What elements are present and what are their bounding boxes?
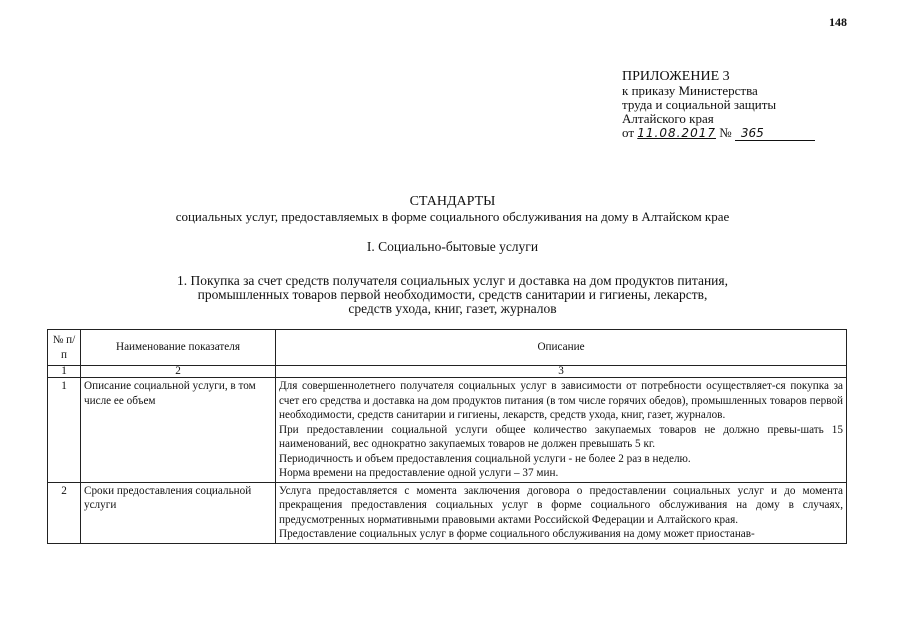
index-cell: 3 bbox=[276, 366, 847, 378]
table-index-row bbox=[48, 366, 847, 378]
appendix-line: к приказу Министерства bbox=[622, 83, 758, 98]
row-description bbox=[276, 482, 847, 543]
section-title: I. Социально-бытовые услуги bbox=[366, 239, 539, 254]
row-number: 1 bbox=[48, 378, 81, 483]
appendix-line: труда и социальной защиты bbox=[622, 97, 777, 112]
row-indicator: Сроки предоставления социальной услуги bbox=[81, 482, 276, 543]
item-title-block bbox=[0, 274, 905, 316]
header-number: № п/п bbox=[48, 330, 81, 366]
item-title-line: 1. Покупка за счет средств получателя социальных услуг и доставка на дом продуктов питания, bbox=[177, 273, 728, 288]
standards-table bbox=[47, 329, 847, 544]
description-paragraph: Норма времени на предоставление одной услуги – 37 мин. bbox=[279, 467, 559, 479]
date-prefix: от bbox=[622, 125, 635, 140]
handwritten-number: 365 bbox=[735, 126, 815, 141]
row-description bbox=[276, 378, 847, 483]
header-description: Описание bbox=[276, 330, 847, 366]
appendix-block bbox=[622, 70, 815, 141]
page-number: 148 bbox=[829, 15, 847, 29]
item-title-line: средств ухода, книг, газет, журналов bbox=[348, 301, 557, 316]
table-row bbox=[48, 378, 847, 483]
description-paragraph: Для совершеннолетнего получателя социальных услуг в зависимости от потребности осуществляет-ся покупка за счет его средства и доставка на дом продуктов питания (в том числе горячих обедов), промышленных товаров первой необходимости, средств санитарии и гигиены, лекарств, средств ухода, книг, газет, журналов. bbox=[279, 380, 843, 421]
description-paragraph: Услуга предоставляется с момента заключения договора о предоставлении социальных услуг и до момента прекращения предоставления социальных услуг в форме социального обслуживания на дому в случаях, предусмотренных нормативными правовыми актами Российской Федерации и Алтайского края. bbox=[279, 484, 843, 526]
description-paragraph: Периодичность и объем предоставления социальной услуги - не более 2 раз в неделю. bbox=[279, 452, 691, 465]
header-indicator: Наименование показателя bbox=[81, 330, 276, 366]
appendix-title: ПРИЛОЖЕНИЕ 3 bbox=[622, 69, 730, 84]
table-header-row bbox=[48, 330, 847, 366]
number-prefix: № bbox=[719, 125, 732, 140]
handwritten-date: 11.08.2017 bbox=[637, 126, 716, 140]
index-cell: 1 bbox=[48, 366, 81, 378]
item-title-line: промышленных товаров первой необходимости, средств санитарии и гигиены, лекарств, bbox=[197, 287, 708, 302]
description-paragraph: Предоставление социальных услуг в форме социального обслуживания на дому может приостанав- bbox=[279, 528, 755, 540]
appendix-date-line bbox=[622, 126, 815, 141]
row-indicator: Описание социальной услуги, в том числе ее объем bbox=[81, 378, 276, 483]
description-paragraph: При предоставлении социальной услуги общее количество закупаемых товаров не должно превы-шать 15 наименований, вес однократно закупаемых товаров не должен превышать 5 кг. bbox=[279, 423, 843, 450]
appendix-line: Алтайского края bbox=[622, 111, 714, 126]
row-number: 2 bbox=[48, 482, 81, 543]
document-title: СТАНДАРТЫ bbox=[409, 194, 496, 209]
table-row bbox=[48, 482, 847, 543]
document-title-block bbox=[0, 194, 905, 224]
index-cell: 2 bbox=[81, 366, 276, 378]
document-subtitle: социальных услуг, предоставляемых в форме социального обслуживания на дому в Алтайском крае bbox=[175, 209, 730, 224]
